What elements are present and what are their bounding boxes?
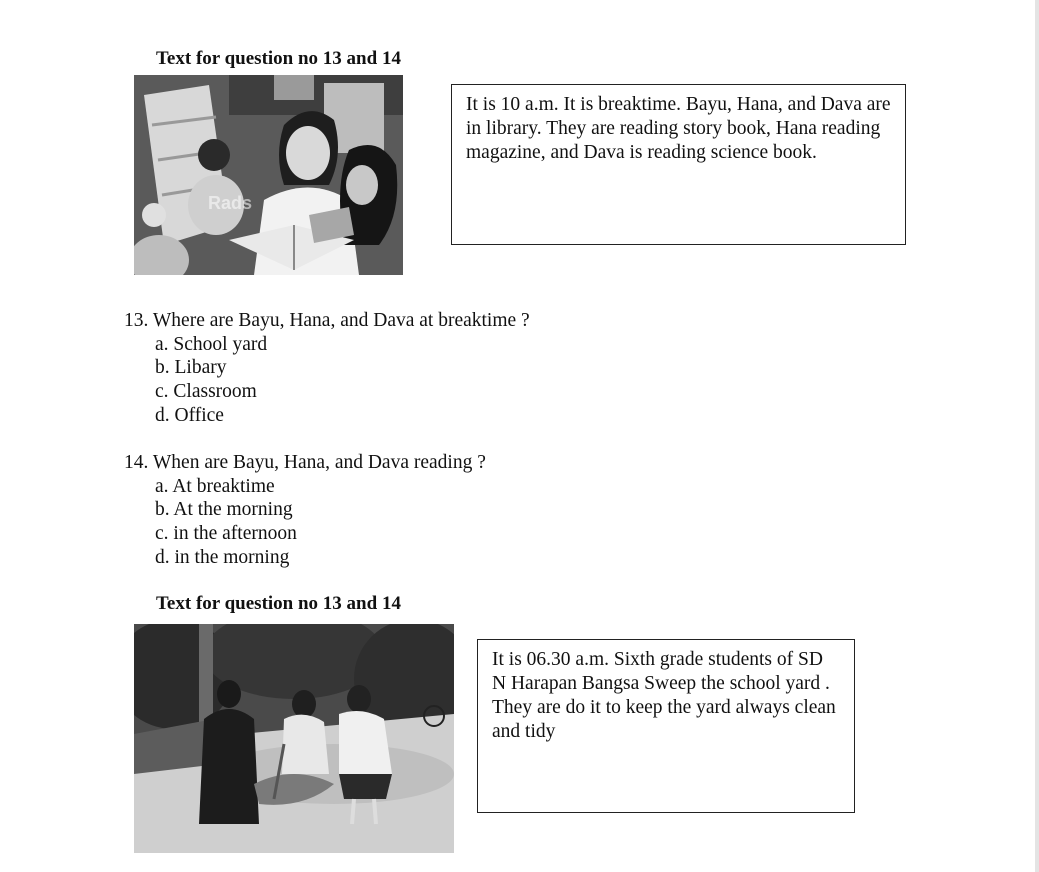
answer-option[interactable]: d. in the morning: [155, 546, 290, 568]
passage-box-1: [451, 84, 906, 245]
page-edge: [1035, 0, 1039, 872]
answer-options: [124, 475, 486, 570]
photo-watermark: Rads: [208, 193, 253, 213]
section2-heading: Text for question no 13 and 14: [156, 593, 401, 614]
library-photo: [134, 75, 403, 275]
question-14: [124, 451, 486, 570]
sweeping-photo: [134, 624, 454, 853]
library-photo-image: [134, 75, 403, 275]
answer-option[interactable]: c. Classroom: [155, 381, 257, 403]
passage-text-1: It is 10 a.m. It is breaktime. Bayu, Hana, and Dava are in library. They are reading story book, Hana reading magazine, and Dava is reading science book.: [466, 94, 891, 163]
answer-option[interactable]: d. Office: [155, 404, 224, 426]
question-stem: 14. When are Bayu, Hana, and Dava reading ?: [124, 452, 486, 473]
question-13: [124, 309, 530, 428]
section1-heading: Text for question no 13 and 14: [156, 48, 401, 69]
answer-option[interactable]: b. Libary: [155, 357, 227, 379]
passage-box-2: [477, 639, 855, 813]
answer-option[interactable]: b. At the morning: [155, 499, 293, 521]
answer-option[interactable]: c. in the afternoon: [155, 523, 297, 545]
question-stem: 13. Where are Bayu, Hana, and Dava at breaktime ?: [124, 310, 530, 331]
answer-options: [124, 333, 530, 428]
passage-text-2: It is 06.30 a.m. Sixth grade students of SD N Harapan Bangsa Sweep the school yard . They are do it to keep the yard always clean and tidy: [492, 649, 836, 742]
answer-option[interactable]: a. School yard: [155, 333, 268, 355]
answer-option[interactable]: a. At breaktime: [155, 475, 275, 497]
sweeping-photo-image: [134, 624, 454, 853]
